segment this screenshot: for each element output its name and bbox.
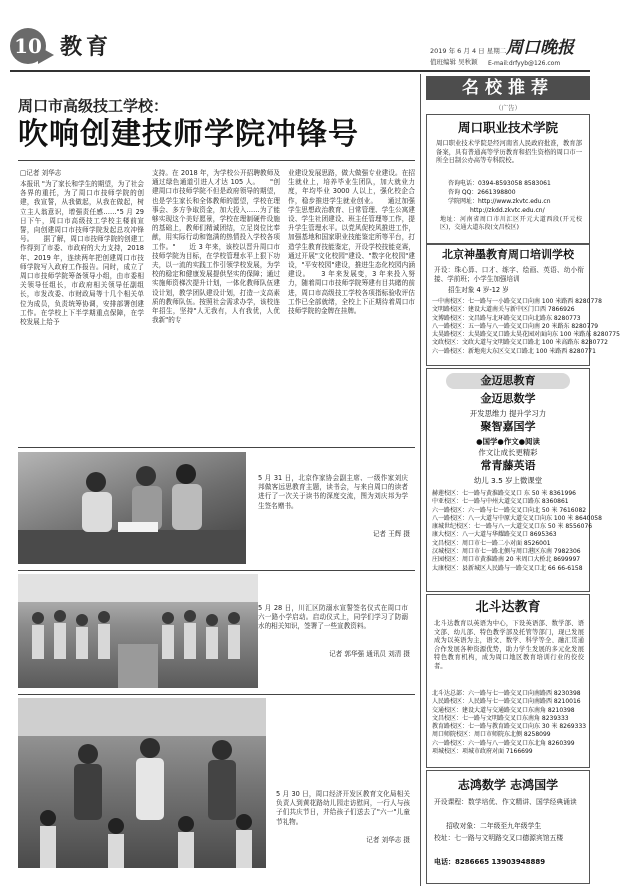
column-divider	[420, 74, 421, 886]
ad4-campus-row: 人民路校区：人民路与七一路交叉口向南路西 8210016	[432, 698, 581, 706]
ad1-address: 地址：河南省周口市川汇区开元大道西段(开元校区)，交通大道东段(文昌校区)	[440, 216, 582, 232]
ad3-guoxue-slogan: 作文让成长更精彩	[478, 448, 538, 457]
ad2-campus-list	[432, 298, 620, 356]
ad2-title: 北京神墨教育周口培训学校	[442, 248, 574, 261]
photo-kindergarten-visit-caption: 5 月 30 日，周口经济开发区教育文化局相关负责人到黄花路幼儿园走访慰问，一行人与孩子们共庆节日，并给孩子们送去了"六一"儿童节礼物。	[276, 790, 410, 826]
ad1-body: 周口职业技术学院是经河南省人民政府批准，教育部备案，具有普通高等学历教育和招生资格的周口市一所全日制公办高等专科院校。	[436, 140, 582, 165]
ad3-brand: 金迈思教育	[480, 374, 536, 387]
ad3-math-slogan: 开发思维力 提升学习力	[469, 409, 547, 418]
ad1-website: 学院网址：http://www.zkvtc.edu.cn	[448, 198, 551, 205]
sidebar-ad-label: （广告）	[495, 104, 521, 112]
ad4-title: 北斗达教育	[475, 600, 541, 615]
photo-rule-2	[18, 694, 415, 695]
photo-rule-1	[18, 570, 415, 571]
ad4-campus-list	[432, 690, 587, 756]
header-editor: 值班编辑 吴秋颖	[430, 58, 478, 66]
photo-book-signing	[18, 452, 246, 564]
ad3-campus-row: 中亚校区：七一路与中州大道交叉口路东 8360861	[432, 498, 569, 506]
ad3-campus-row: 六一路校区：六一路与七一路交叉口向北 50 米 7616082	[432, 506, 587, 514]
ad3-english-slogan: 幼儿 3.5 岁上微课堂	[473, 476, 543, 485]
page-number: 10	[14, 34, 42, 58]
photo-book-signing-figures	[18, 452, 246, 564]
photo-book-signing-caption: 5 月 31 日，北京作家协会副主席、一级作家刘庆邦做客远思教育主题，读书会，与来自周口的读者进行了一次关于读书的深度交流，图为刘庆邦为学生签名赠书。	[258, 474, 408, 510]
ad5-address: 校址：七一路与文明路交叉口德源宾馆五楼	[434, 834, 564, 842]
ad2-campus-row: 六一路校区：新地苑大东区交叉口路北 100 米路西 8280771	[432, 347, 596, 355]
ad4-campus-row: 周口师院校区：周口市师院东北侧 8258099	[432, 731, 551, 739]
photo-drowning-pledge-credit: 记者 郭华强 通讯员 刘清 摄	[329, 650, 410, 658]
headline-rule	[18, 160, 415, 161]
article-headline: 吹响创建技师学院冲锋号	[18, 117, 359, 152]
ad1-website-2: http://zkdd.zkvtc.edu.cn/	[470, 207, 545, 214]
ad2-campus-row: 文博路校区：文昌路与北环路交叉口向北路东 8280773	[432, 314, 581, 322]
sidebar-banner-title: 名校推荐	[462, 78, 554, 98]
ad3-campus-row: 八一路校区：八一大道与中原大道交叉口向东 100 米 8640058	[432, 514, 602, 522]
photo-drowning-pledge-caption: 5 月 28 日，川汇区防溺水宣誓签名仪式在周口市六一路小学启动。启动仪式上，同学们学习了防溺水的相关知识，签署了一些宣教资料。	[258, 604, 408, 631]
photo-book-signing-credit: 记者 王辉 摄	[372, 530, 410, 538]
section-title: 教育	[60, 34, 113, 60]
ad3-campus-row: 庄园校区：周口市黄淮路南 20 米周口大桥北 8699997	[432, 556, 581, 564]
ad1-title: 周口职业技术学院	[457, 120, 558, 135]
photo-drowning-pledge-figures	[18, 574, 258, 688]
ad3-campus-row: 康大校区：八一大道与华耀路交叉口 8695363	[432, 531, 557, 539]
ad4-campus-row: 项城校区：项城市政府对面 7166699	[432, 748, 533, 756]
ad2-campus-row: 文政校区：文政大道与文明路交叉口路北 100 米高路东 8280772	[432, 339, 608, 347]
ad2-campus-row: 八一路校区：五一路与八一路交叉口向南 20 米路东 8280779	[432, 322, 599, 330]
ad4-campus-row: 教育路校区：七一路与教育路交叉口向东 30 米 8269333	[432, 723, 587, 731]
ad5-courses: 开设课程：数学培优、作文精讲、国学经典诵读	[434, 798, 577, 806]
ad2-campus-row: 一中南校区：七一路与一小路交叉口向南 100 米路西 8280778	[432, 298, 602, 305]
photo-kindergarten-visit-figures	[18, 698, 266, 868]
ad3-campus-row: 文昌校区：周口市七一路二小对面 8526001	[432, 539, 551, 547]
article-column-3: 业建设发展思路，做大做强专业建设。在招生就业上，培养毕业生团队，加大就业力度，年均毕业 3000 人以上，强化校企合作，稳步推进学生就业创业。 通过加强学生思想政治教育、日常管理、学生公寓建设、学生社团建设、班主任管理等工作，提升学生管理水平。以党风促校风推进工作，加强基地和国家职业技能鉴定所等平台，打造学生教育技能鉴定，开设学校技能竞赛，通过开展"文化校园"建设、"数字化校园"建设，"平安校园"建设，推进生态化校园内涵建设。 3 年来发展变，3 年来投入努力，随着周口市技师学院筹建有目共睹的前进，周口市高级技工学校各项指标验收评估工作已全部就绪，全校上下正期待着周口市技师学院的金牌在挂牌。	[288, 169, 415, 316]
photo-kindergarten-visit-credit: 记者 刘华志 摄	[366, 836, 410, 844]
ad4-campus-row: 交通校区：建设大道与交通路交叉口东南角 8210398	[432, 706, 575, 714]
ad3-english-title: 常青藤英语	[480, 459, 536, 472]
ad3-campus-list	[432, 490, 602, 573]
article-kicker: 周口市高级技工学校：	[18, 97, 169, 115]
ad5-phone: 电话：8286665 13903948889	[434, 858, 546, 866]
ad4-body: 北斗达教育以英语为中心，下设英语部、数学部、语文部、幼儿部、特色教学部及托管等部门，现已发展成为以英语为主，语文、数学、科学等全、融汇贯通合作发展各种资源优势，助力学生发展的多元化发展特色教育机构，成为周口地区教育培训行业的佼佼者。	[434, 620, 584, 670]
ad3-math-title: 金迈思数学	[480, 392, 536, 405]
newspaper-logo: 周口晚报	[506, 38, 574, 58]
ad2-body: 开设：珠心算、口才、练字、绘画、英语、幼小衔接、学前班；小学生加强培训	[434, 266, 584, 283]
ad2-campus-row: 太昊路校区：太昊路交叉口路太昊花园对面向东 100 米路东 8280775	[432, 331, 620, 339]
photo-kindergarten-visit	[18, 698, 266, 868]
article-column-1: 本报讯 "为了家长和学生的期望，为了社会各界的重托，为了周口市技师学院的创建，我宣誓，从我做起，从我在做起，树立主人翁意识，增强责任感……"5 月 29 日下午，周口市高级技工学校主楼前宣誓，向创建周口市技师学院发起总攻冲锋号。 据了解，周口市技师学院的创建工作得到了市委、市政府的大力支持，2018 年、2019 年，连续两年把创建周口市技师学院写入政府工作报告。同时，成立了周口市技师学院筹备领导小组，由市委相关领导任组长，市政府相关领导任副组长，市发改委、市财政局等十几个相关单位为成员，负责统筹协调，安排部署创建工作。在学校上下半学期重点保障，在学校发展上给予	[20, 180, 144, 327]
ad4-campus-row: 文昌校区：七一路与文明路交叉口东南角 8239333	[432, 714, 569, 722]
ad1-qq: 咨询 QQ：2661398800	[448, 189, 516, 196]
ad3-guoxue-subjects: ●国学●作文●阅读	[476, 437, 540, 446]
ad2-age: 招生对象 4 岁-12 岁	[448, 286, 509, 294]
ad3-guoxue-title: 聚智嘉国学	[480, 420, 536, 433]
photo-drowning-pledge	[18, 574, 258, 688]
ad3-campus-row: 汉城校区：周口市七一路北侧与周口港区东南 7982306	[432, 548, 581, 556]
article-byline: □记者 刘华志	[20, 169, 62, 177]
header-email: E-mail:drfyyb@126.com	[488, 60, 561, 67]
ad4-campus-row: 六一路校区：六一路与八一路交叉口东北角 8260399	[432, 739, 575, 747]
article-bottom-rule	[18, 447, 415, 448]
ad3-campus-row: 康城世纪校区：七一路与八一大道交叉口东 50 米 8556076	[432, 523, 593, 531]
ad3-campus-row: 赫莲校区：七一路与黄淮路交叉口 东 50 米 8361996	[432, 490, 576, 497]
ad3-campus-row: 太康校区：县新城区人民路与一路交叉口北 66 66-6158	[432, 564, 583, 572]
ad4-campus-row: 北斗达总部：六一路与七一路交叉口向南路西 8230398	[432, 690, 581, 697]
ad5-students: 招收对象：二年级至九年级学生	[446, 822, 542, 830]
ad2-campus-row: 文明路校区：建设大道南关与新中区门口西 7866926	[432, 306, 575, 314]
article-column-2: 支持。在 2018 年，为学校公开招聘教师及通过绿色通道引进人才达 105 人。 "创建周口市技师学院不但是政府领导的期望，也是学生家长和全体教师的愿望，学校在理事会、多方争取资金，加大投入……为了能够实现这个美好愿景，学校在理制硬件设施的基础上，教师们精诚团结，立足岗位比奉献，用实际行动和饱满的热情投入学校各项工作。" 近 3 年来，该校以晋升周口市技师学院为目标，在学校管理水平上狠下功夫，以一流的实践工作引领学校发展，为学校的稳定和健康发展提供坚实的保障；通过实施师资梯次提升计划，一体化教师队伍建设计划，教学团队建设计划，打造一支高素质的教师队伍。按照社会需求办学，该校连年招生，坚持"人无我有，人有我优，人优我新"的专	[152, 169, 280, 325]
header-rule	[10, 70, 590, 72]
ad1-phone: 咨询电话：0394-8593058 8583061	[448, 180, 551, 187]
header-date: 2019 年 6 月 4 日 星期二	[430, 47, 507, 55]
ad5-title: 志鸿数学 志鸿国学	[457, 778, 559, 792]
